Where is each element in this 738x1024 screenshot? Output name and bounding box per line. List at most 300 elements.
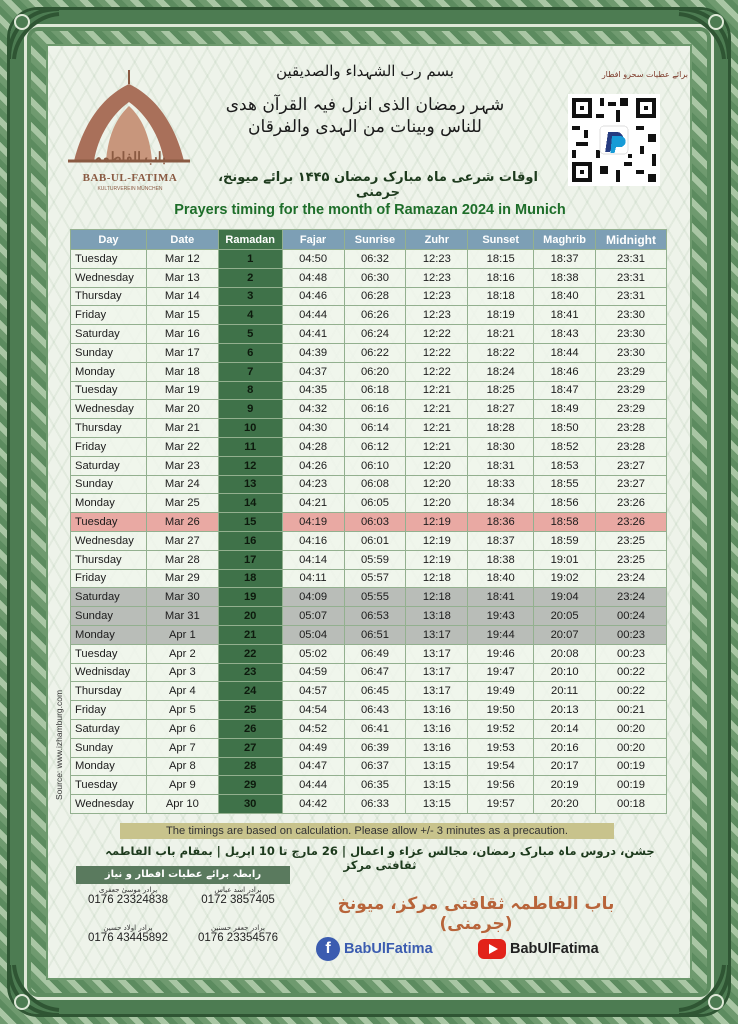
qr-caption: برائے عطیات سحرو افطار [601,70,688,79]
logo-name: BAB-UL-FATIMA [82,172,178,184]
day-cell: Tuesday [71,381,147,400]
midnight-time: 23:31 [596,268,667,287]
zuhr-time: 12:23 [406,250,468,269]
zuhr-time: 13:16 [406,701,468,720]
midnight-time: 23:26 [596,494,667,513]
maghrib-time: 20:17 [534,757,596,776]
sunset-time: 18:31 [468,456,534,475]
ramadan-day-cell: 12 [218,456,282,475]
maghrib-time: 18:41 [534,306,596,325]
zuhr-time: 13:17 [406,625,468,644]
sunset-time: 19:57 [468,795,534,814]
fajar-time: 04:14 [282,550,344,569]
table-row [71,795,667,814]
day-cell: Monday [71,757,147,776]
zuhr-time: 13:15 [406,795,468,814]
sunrise-time: 06:26 [344,306,406,325]
sunrise-time: 06:05 [344,494,406,513]
maghrib-time: 20:05 [534,607,596,626]
ramadan-day-cell: 14 [218,494,282,513]
ramadan-day-cell: 28 [218,757,282,776]
date-cell: Mar 19 [146,381,218,400]
table-row [71,456,667,475]
sunrise-time: 06:51 [344,625,406,644]
table-row [71,287,667,306]
sunrise-time: 06:30 [344,268,406,287]
table-row [71,663,667,682]
ramadan-day-cell: 29 [218,776,282,795]
table-row [71,381,667,400]
maghrib-time: 19:01 [534,550,596,569]
sunset-time: 18:18 [468,287,534,306]
sunset-time: 18:25 [468,381,534,400]
maghrib-time: 18:52 [534,437,596,456]
fajar-time: 04:57 [282,682,344,701]
contact-card [186,886,290,906]
day-cell: Tuesday [71,513,147,532]
column-header-midnight: Midnight [596,230,667,250]
facebook-link[interactable] [316,936,433,962]
fajar-time: 05:07 [282,607,344,626]
sunset-time: 19:52 [468,719,534,738]
ramadan-day-cell: 27 [218,738,282,757]
sunset-time: 19:49 [468,682,534,701]
midnight-time: 23:30 [596,306,667,325]
sunset-time: 18:37 [468,531,534,550]
fajar-time: 04:11 [282,569,344,588]
sunset-time: 19:43 [468,607,534,626]
ramadan-day-cell: 25 [218,701,282,720]
ramadan-day-cell: 8 [218,381,282,400]
zuhr-time: 12:22 [406,343,468,362]
midnight-time: 23:29 [596,362,667,381]
date-cell: Mar 25 [146,494,218,513]
table-row [71,550,667,569]
maghrib-time: 19:02 [534,569,596,588]
table-row [71,494,667,513]
day-cell: Sunday [71,607,147,626]
youtube-link[interactable] [478,936,599,962]
midnight-time: 23:28 [596,437,667,456]
column-header-fajar: Fajar [282,230,344,250]
sunrise-time: 06:33 [344,795,406,814]
zuhr-time: 12:23 [406,287,468,306]
day-cell: Saturday [71,456,147,475]
sunset-time: 19:56 [468,776,534,795]
ramadan-day-cell: 24 [218,682,282,701]
midnight-time: 00:21 [596,701,667,720]
day-cell: Sunday [71,475,147,494]
sunset-time: 18:36 [468,513,534,532]
column-header-date: Date [146,230,218,250]
ramadan-day-cell: 3 [218,287,282,306]
fajar-time: 04:41 [282,325,344,344]
day-cell: Thursday [71,287,147,306]
sunset-time: 18:40 [468,569,534,588]
sunrise-time: 06:47 [344,663,406,682]
corner-ornament-icon [674,960,734,1020]
sunrise-time: 06:20 [344,362,406,381]
zuhr-time: 12:20 [406,475,468,494]
fajar-time: 04:39 [282,343,344,362]
ramadan-day-cell: 2 [218,268,282,287]
fajar-time: 04:30 [282,419,344,438]
day-cell: Friday [71,701,147,720]
ramadan-day-cell: 16 [218,531,282,550]
sunset-time: 18:33 [468,475,534,494]
table-row [71,325,667,344]
table-row [71,531,667,550]
day-cell: Wednisday [71,663,147,682]
fajar-time: 04:44 [282,306,344,325]
midnight-time: 00:20 [596,738,667,757]
table-row [71,625,667,644]
column-header-zuhr: Zuhr [406,230,468,250]
day-cell: Friday [71,569,147,588]
day-cell: Thursday [71,682,147,701]
table-row [71,475,667,494]
prayer-times-table [70,229,667,814]
day-cell: Tuesday [71,250,147,269]
maghrib-time: 18:50 [534,419,596,438]
zuhr-time: 12:21 [406,381,468,400]
sunset-time: 18:28 [468,419,534,438]
date-cell: Mar 22 [146,437,218,456]
day-cell: Sunday [71,343,147,362]
day-cell: Thursday [71,419,147,438]
maghrib-time: 18:53 [534,456,596,475]
midnight-time: 00:22 [596,663,667,682]
date-cell: Mar 17 [146,343,218,362]
fajar-time: 04:59 [282,663,344,682]
day-cell: Thursday [71,550,147,569]
maghrib-time: 18:37 [534,250,596,269]
date-cell: Mar 13 [146,268,218,287]
table-row [71,513,667,532]
corner-ornament-icon [674,4,734,64]
zuhr-time: 12:23 [406,268,468,287]
sunset-time: 18:27 [468,400,534,419]
day-cell: Saturday [71,719,147,738]
zuhr-time: 12:23 [406,306,468,325]
zuhr-time: 13:17 [406,663,468,682]
table-row [71,607,667,626]
date-cell: Mar 15 [146,306,218,325]
date-cell: Mar 24 [146,475,218,494]
zuhr-time: 13:15 [406,776,468,795]
zuhr-time: 12:21 [406,400,468,419]
contact-phone[interactable]: 0176 43445892 [88,932,168,944]
paypal-qr-code[interactable] [568,94,660,186]
date-cell: Mar 26 [146,513,218,532]
sunset-time: 19:46 [468,644,534,663]
fajar-time: 04:52 [282,719,344,738]
midnight-time: 23:25 [596,550,667,569]
midnight-time: 23:27 [596,475,667,494]
table-row [71,437,667,456]
table-row [71,776,667,795]
table-row [71,306,667,325]
maghrib-time: 20:20 [534,795,596,814]
maghrib-time: 18:59 [534,531,596,550]
urdu-event-note: جشن، دروس ماہ مبارک رمضان، مجالس عزاء و اعمال | 26 مارچ تا 10 اپریل | بمقام باب الفاطمہ ثقافتی مرکز [105,844,655,872]
ramadan-day-cell: 26 [218,719,282,738]
midnight-time: 23:27 [596,456,667,475]
day-cell: Monday [71,362,147,381]
contact-name: برادر اولاد حسین [103,924,153,932]
sunset-time: 19:54 [468,757,534,776]
fajar-time: 04:50 [282,250,344,269]
contacts-heading: رابطہ برائے عطیات افطار و نیاز [76,866,290,884]
midnight-time: 23:29 [596,400,667,419]
table-row [71,719,667,738]
sunrise-time: 05:57 [344,569,406,588]
fajar-time: 04:09 [282,588,344,607]
calligraphy-header [205,62,525,152]
ramadan-day-cell: 4 [218,306,282,325]
fajar-time: 05:02 [282,644,344,663]
fajar-time: 04:23 [282,475,344,494]
day-cell: Friday [71,437,147,456]
midnight-time: 23:31 [596,287,667,306]
day-cell: Sunday [71,738,147,757]
table-row [71,362,667,381]
sunrise-time: 06:10 [344,456,406,475]
table-row [71,343,667,362]
sunset-time: 19:53 [468,738,534,757]
date-cell: Apr 3 [146,663,218,682]
zuhr-time: 13:16 [406,738,468,757]
fajar-time: 04:32 [282,400,344,419]
sunset-time: 18:24 [468,362,534,381]
zuhr-time: 12:21 [406,419,468,438]
sunset-time: 18:41 [468,588,534,607]
midnight-time: 00:20 [596,719,667,738]
fajar-time: 04:48 [282,268,344,287]
zuhr-time: 13:17 [406,682,468,701]
day-cell: Wednesday [71,268,147,287]
table-row [71,569,667,588]
table-row [71,588,667,607]
sunrise-time: 06:01 [344,531,406,550]
ramadan-day-cell: 6 [218,343,282,362]
fajar-time: 04:37 [282,362,344,381]
corner-ornament-icon [4,4,64,64]
contact-phone[interactable]: 0176 23354576 [198,932,278,944]
day-cell: Monday [71,494,147,513]
fajar-time: 04:19 [282,513,344,532]
day-cell: Monday [71,625,147,644]
fajar-time: 04:54 [282,701,344,720]
page-title: Prayers timing for the month of Ramazan 2024 in Munich [174,202,566,218]
sunrise-time: 06:14 [344,419,406,438]
maghrib-time: 20:11 [534,682,596,701]
fajar-time: 04:44 [282,776,344,795]
maghrib-time: 20:19 [534,776,596,795]
sunrise-time: 06:35 [344,776,406,795]
contact-phone[interactable]: 0176 23324838 [88,894,168,906]
maghrib-time: 20:10 [534,663,596,682]
table-row [71,682,667,701]
day-cell: Saturday [71,588,147,607]
fajar-time: 04:46 [282,287,344,306]
contact-card [186,924,290,944]
ramadan-day-cell: 22 [218,644,282,663]
facebook-icon: f [316,937,340,961]
ramadan-day-cell: 13 [218,475,282,494]
date-cell: Apr 8 [146,757,218,776]
urdu-title: اوقات شرعی ماہ مبارک رمضان ۱۴۴۵ برائے میونخ، جرمنی [218,170,538,200]
ramadan-day-cell: 15 [218,513,282,532]
midnight-time: 00:23 [596,625,667,644]
zuhr-time: 12:19 [406,550,468,569]
maghrib-time: 18:56 [534,494,596,513]
midnight-time: 23:26 [596,513,667,532]
ramadan-day-cell: 9 [218,400,282,419]
ramadan-day-cell: 18 [218,569,282,588]
date-cell: Mar 27 [146,531,218,550]
maghrib-time: 20:14 [534,719,596,738]
ramadan-day-cell: 21 [218,625,282,644]
maghrib-time: 18:55 [534,475,596,494]
sunset-time: 18:30 [468,437,534,456]
date-cell: Mar 12 [146,250,218,269]
source-credit: Source: www.izhamburg.com [54,689,64,800]
column-header-sunset: Sunset [468,230,534,250]
maghrib-time: 20:13 [534,701,596,720]
day-cell: Saturday [71,325,147,344]
fajar-time: 05:04 [282,625,344,644]
organization-name-urdu: باب الفاطمہ ثقافتی مرکز، میونخ (جرمنی) [337,894,615,934]
maghrib-time: 19:04 [534,588,596,607]
table-header-row [71,230,667,250]
sunrise-time: 06:28 [344,287,406,306]
table-row [71,757,667,776]
date-cell: Mar 28 [146,550,218,569]
table-row [71,268,667,287]
maghrib-time: 18:58 [534,513,596,532]
sunset-time: 19:50 [468,701,534,720]
ramadan-day-cell: 23 [218,663,282,682]
sunset-time: 18:15 [468,250,534,269]
zuhr-time: 13:16 [406,719,468,738]
ramadan-day-cell: 10 [218,419,282,438]
day-cell: Friday [71,306,147,325]
date-cell: Mar 20 [146,400,218,419]
sunrise-time: 05:55 [344,588,406,607]
date-cell: Mar 31 [146,607,218,626]
ramadan-day-cell: 19 [218,588,282,607]
date-cell: Mar 14 [146,287,218,306]
date-cell: Mar 21 [146,419,218,438]
ramadan-day-cell: 11 [218,437,282,456]
ramadan-day-cell: 7 [218,362,282,381]
fajar-time: 04:21 [282,494,344,513]
midnight-time: 23:30 [596,343,667,362]
sunset-time: 19:44 [468,625,534,644]
fajar-time: 04:16 [282,531,344,550]
maghrib-time: 18:49 [534,400,596,419]
fajar-time: 04:49 [282,738,344,757]
maghrib-time: 18:46 [534,362,596,381]
ramadan-day-cell: 17 [218,550,282,569]
maghrib-time: 18:40 [534,287,596,306]
zuhr-time: 12:22 [406,325,468,344]
maghrib-time: 18:44 [534,343,596,362]
zuhr-time: 13:17 [406,644,468,663]
sunrise-time: 06:12 [344,437,406,456]
column-header-sunrise: Sunrise [344,230,406,250]
column-header-day: Day [71,230,147,250]
zuhr-time: 12:21 [406,437,468,456]
midnight-time: 23:31 [596,250,667,269]
zuhr-time: 12:18 [406,569,468,588]
sunrise-time: 06:03 [344,513,406,532]
sunrise-time: 06:32 [344,250,406,269]
fajar-time: 04:47 [282,757,344,776]
date-cell: Apr 7 [146,738,218,757]
sunrise-time: 06:45 [344,682,406,701]
fajar-time: 04:26 [282,456,344,475]
date-cell: Apr 6 [146,719,218,738]
table-row [71,738,667,757]
maghrib-time: 18:47 [534,381,596,400]
midnight-time: 23:25 [596,531,667,550]
day-cell: Tuesday [71,776,147,795]
sunrise-time: 06:37 [344,757,406,776]
facebook-handle: BabUlFatima [344,941,433,957]
sunset-time: 18:19 [468,306,534,325]
date-cell: Apr 1 [146,625,218,644]
fajar-time: 04:28 [282,437,344,456]
zuhr-time: 13:15 [406,757,468,776]
sunrise-time: 05:59 [344,550,406,569]
quran-verse-text: شہر رمضان الذی انزل فیہ القرآن ھدی للناس وبینات من الہدی والفرقان [225,95,505,137]
midnight-time: 00:22 [596,682,667,701]
youtube-handle: BabUlFatima [510,941,599,957]
midnight-time: 00:19 [596,776,667,795]
zuhr-time: 12:18 [406,588,468,607]
sunset-time: 18:16 [468,268,534,287]
midnight-time: 23:28 [596,419,667,438]
ramadan-day-cell: 20 [218,607,282,626]
contact-phone[interactable]: 0172 3857405 [201,894,275,906]
column-header-ramadan: Ramadan [218,230,282,250]
sunrise-time: 06:39 [344,738,406,757]
sunrise-time: 06:22 [344,343,406,362]
youtube-icon [478,939,506,959]
contact-card [76,886,180,906]
logo-subtitle: KULTURVEREIN MÜNCHEN [97,186,163,192]
zuhr-time: 12:20 [406,494,468,513]
zuhr-time: 12:20 [406,456,468,475]
table-row [71,419,667,438]
fajar-time: 04:42 [282,795,344,814]
day-cell: Wednesday [71,795,147,814]
table-row [71,250,667,269]
sunrise-time: 06:43 [344,701,406,720]
maghrib-time: 20:08 [534,644,596,663]
zuhr-time: 12:19 [406,531,468,550]
midnight-time: 00:18 [596,795,667,814]
midnight-time: 23:24 [596,569,667,588]
date-cell: Mar 29 [146,569,218,588]
midnight-time: 23:24 [596,588,667,607]
sunrise-time: 06:18 [344,381,406,400]
contact-card [76,924,180,944]
ramadan-day-cell: 5 [218,325,282,344]
date-cell: Mar 16 [146,325,218,344]
